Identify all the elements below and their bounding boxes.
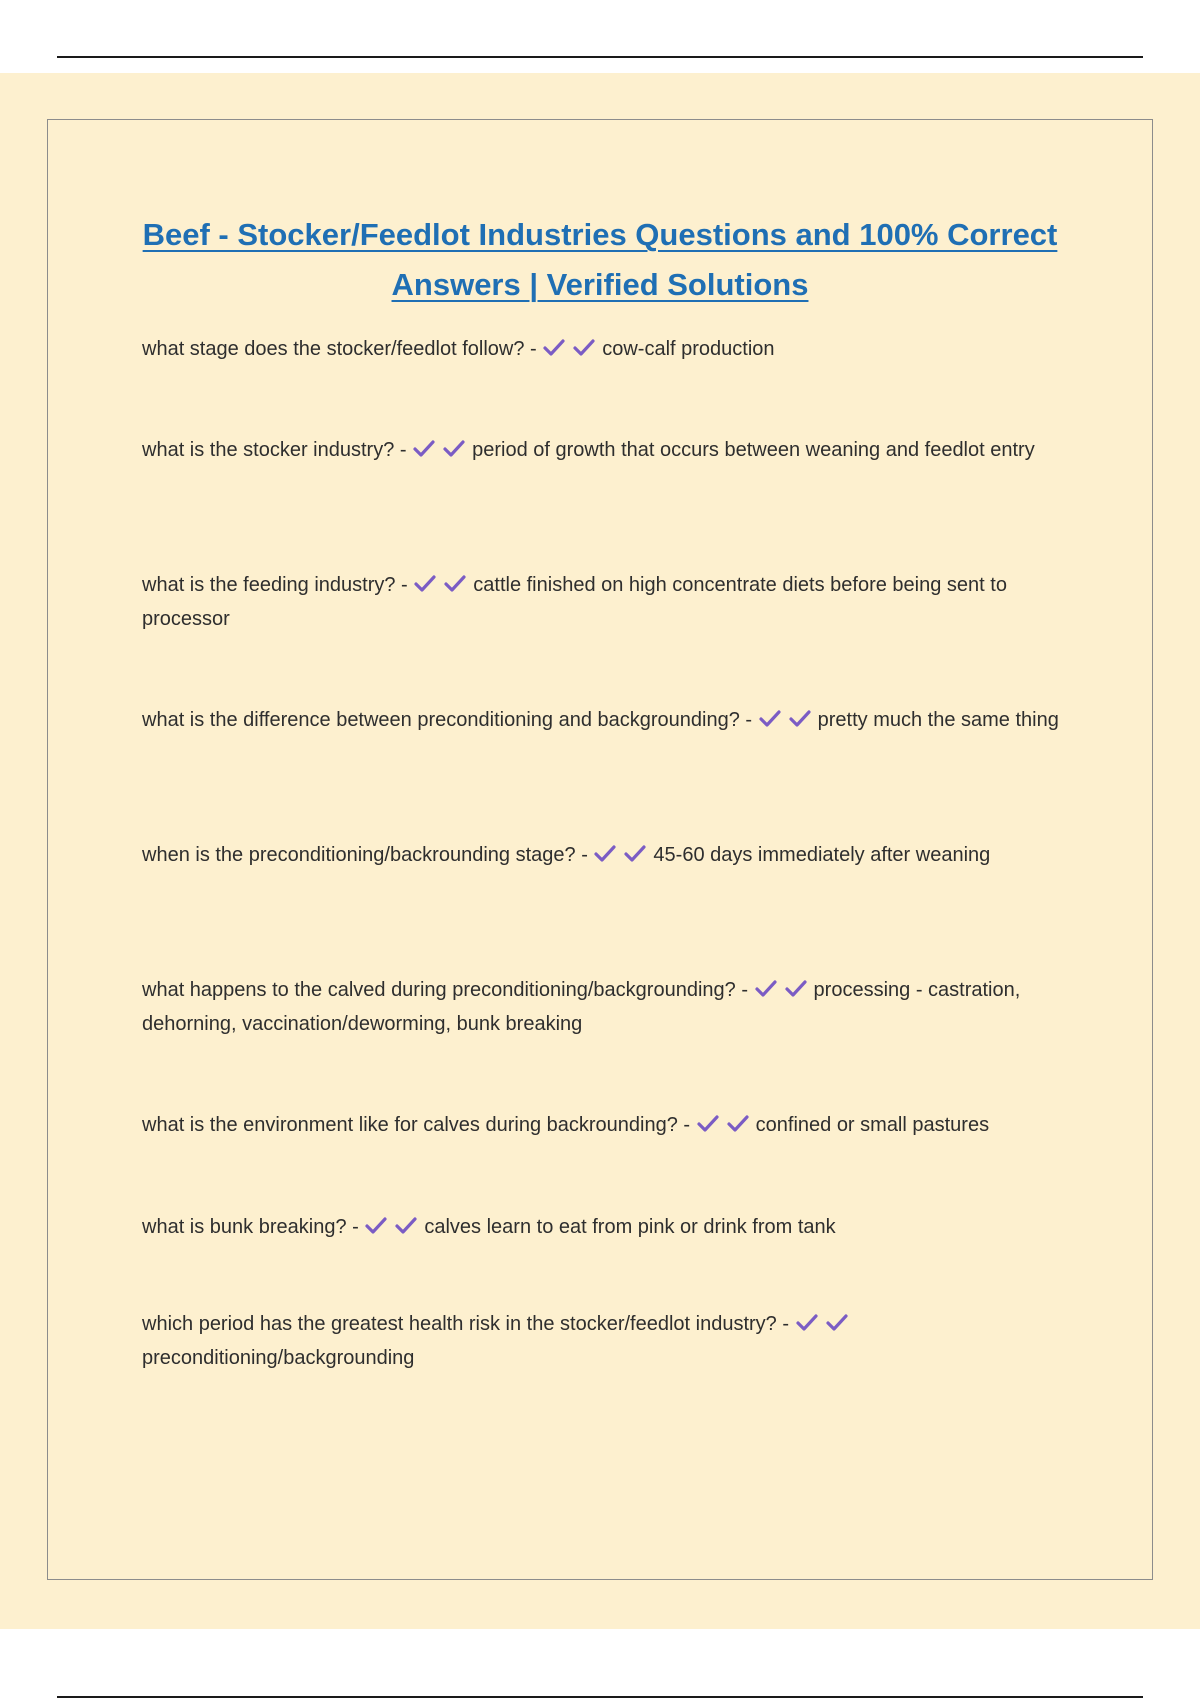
check-icon xyxy=(593,844,617,864)
check-icon xyxy=(394,1216,418,1236)
double-check-icon xyxy=(542,338,602,360)
question-text: what is the environment like for calves during backrounding? - xyxy=(142,1114,691,1136)
check-icon xyxy=(442,439,466,459)
check-icon xyxy=(412,439,436,459)
double-check-icon xyxy=(413,574,473,596)
check-icon xyxy=(795,1313,819,1333)
answer-text: processing - castration, dehorning, vaccination/deworming, bunk breaking xyxy=(142,979,1021,1035)
qa-item xyxy=(142,332,1072,366)
check-icon xyxy=(364,1216,388,1236)
answer-text: confined or small pastures xyxy=(755,1114,990,1136)
check-icon xyxy=(784,979,808,999)
answer-text: cow-calf production xyxy=(602,338,775,360)
question-text: what is the stocker industry? - xyxy=(142,439,407,461)
double-check-icon xyxy=(754,979,814,1001)
check-icon xyxy=(572,338,596,358)
question-text: when is the preconditioning/backrounding stage? - xyxy=(142,844,588,866)
check-icon xyxy=(443,574,467,594)
qa-item xyxy=(142,973,1072,1041)
answer-text: period of growth that occurs between weaning and feedlot entry xyxy=(472,439,1035,461)
check-icon xyxy=(825,1313,849,1333)
check-icon xyxy=(413,574,437,594)
check-icon xyxy=(696,1114,720,1134)
qa-item xyxy=(142,433,1072,467)
answer-text: calves learn to eat from pink or drink from tank xyxy=(424,1216,836,1238)
question-text: which period has the greatest health risk in the stocker/feedlot industry? - xyxy=(142,1313,790,1335)
answer-text: pretty much the same thing xyxy=(817,709,1059,731)
question-text: what is the difference between preconditioning and backgrounding? - xyxy=(142,709,753,731)
qa-item xyxy=(142,1307,1072,1375)
double-check-icon xyxy=(412,439,472,461)
check-icon xyxy=(758,709,782,729)
question-text: what happens to the calved during preconditioning/backgrounding? - xyxy=(142,979,748,1001)
check-icon xyxy=(726,1114,750,1134)
document-title: Beef - Stocker/Feedlot Industries Questions and 100% Correct Answers | Verified Solutions xyxy=(142,217,1058,302)
double-check-icon xyxy=(364,1216,424,1238)
check-icon xyxy=(542,338,566,358)
answer-text: 45-60 days immediately after weaning xyxy=(653,844,991,866)
qa-item xyxy=(142,1108,1072,1142)
question-text: what is bunk breaking? - xyxy=(142,1216,359,1238)
double-check-icon xyxy=(696,1114,756,1136)
footer-rule xyxy=(57,1696,1143,1698)
double-check-icon xyxy=(795,1313,855,1335)
question-text: what is the feeding industry? - xyxy=(142,574,408,596)
double-check-icon xyxy=(758,709,818,731)
qa-item xyxy=(142,838,1072,872)
double-check-icon xyxy=(593,844,653,866)
qa-item xyxy=(142,1210,1072,1244)
answer-text: cattle finished on high concentrate diets before being sent to processor xyxy=(142,574,1007,630)
header-rule xyxy=(57,56,1143,58)
check-icon xyxy=(623,844,647,864)
answer-text: preconditioning/backgrounding xyxy=(142,1347,415,1369)
check-icon xyxy=(788,709,812,729)
qa-item xyxy=(142,568,1072,636)
question-text: what stage does the stocker/feedlot follow? - xyxy=(142,338,537,360)
check-icon xyxy=(754,979,778,999)
qa-item xyxy=(142,703,1072,737)
